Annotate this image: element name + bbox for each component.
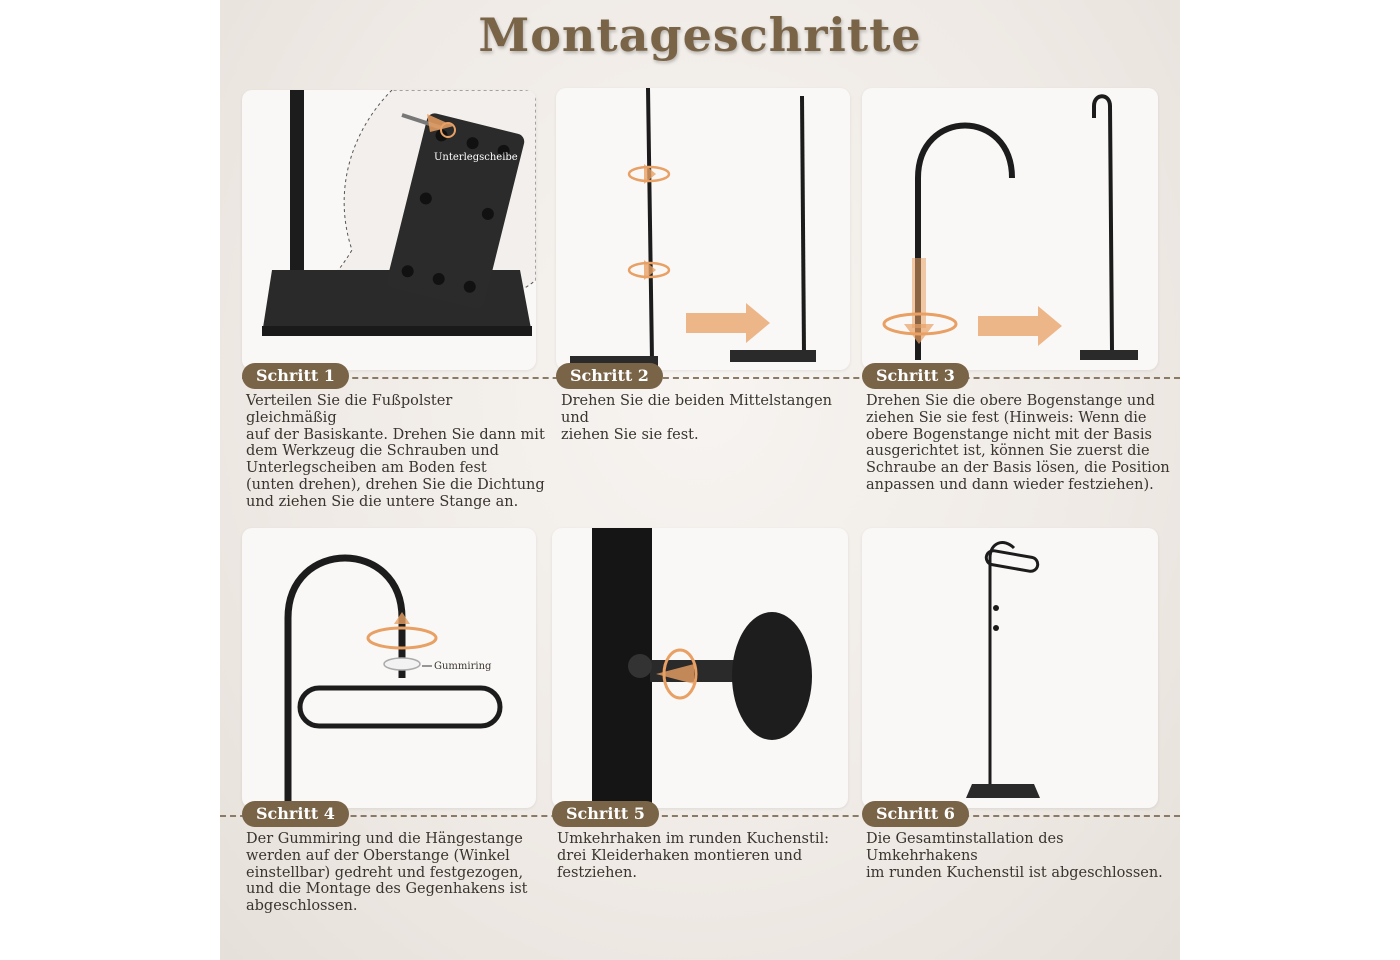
step-5-illustration	[552, 528, 848, 808]
assembled-rod	[802, 96, 804, 354]
step-2-illustration	[556, 88, 850, 370]
step-5-text: Umkehrhaken im runden Kuchenstil: drei Kleiderhaken montieren und festziehen.	[557, 831, 829, 881]
arch-rod	[288, 558, 402, 808]
step-4-illustration	[242, 528, 536, 808]
arrow-right-icon	[978, 306, 1062, 346]
step-4-text: Der Gummiring und die Hängestange werden auf der Oberstange (Winkel einstellbar) gedreht und festgezogen, und die Montage des Gegenhakens ist abgeschlossen.	[246, 831, 528, 915]
assembled-stand	[1094, 96, 1112, 350]
callout-label: Gummiring	[434, 661, 492, 672]
step-1-illustration	[242, 90, 536, 370]
step-5-image	[552, 528, 848, 808]
callout-label: Unterlegscheibe	[434, 152, 518, 163]
row-2-divider	[220, 815, 1180, 817]
step-3-illustration	[862, 88, 1158, 370]
arrow-right-icon	[686, 303, 770, 343]
step-4-image	[242, 528, 536, 808]
hanging-bar	[300, 688, 500, 726]
step-2-badge: Schritt 2	[556, 363, 663, 389]
rubber-ring	[384, 658, 420, 670]
step-1-text: Verteilen Sie die Fußpolster gleichmäßig auf der Basiskante. Drehen Sie dann mit dem Werkzeug die Schrauben und Unterlegscheiben am Boden fest (unten drehen), drehen Sie die Dichtung und ziehen Sie die untere Stange an.	[246, 393, 545, 510]
step-3-text: Drehen Sie die obere Bogenstange und ziehen Sie sie fest (Hinweis: Wenn die obere Bogenstange nicht mit der Basis ausgerichtet ist, können Sie zuerst die Schraube an der Basis lösen, die Position anpassen und dann wieder festziehen).	[866, 393, 1170, 493]
step-3-image	[862, 88, 1158, 370]
row-1-divider	[242, 377, 1180, 379]
middle-rods	[648, 88, 652, 360]
step-6-text: Die Gesamtinstallation des Umkehrhakens im runden Kuchenstil ist abgeschlossen.	[866, 831, 1163, 881]
step-1-image	[242, 90, 536, 370]
step-3-badge: Schritt 3	[862, 363, 969, 389]
round-hook	[732, 612, 812, 740]
step-4-badge: Schritt 4	[242, 801, 349, 827]
assembly-poster	[220, 0, 1180, 960]
step-5-badge: Schritt 5	[552, 801, 659, 827]
step-6-illustration	[862, 528, 1158, 808]
step-2-image	[556, 88, 850, 370]
page-title: Montageschritte	[478, 8, 922, 62]
step-2-text: Drehen Sie die beiden Mittelstangen und ziehen Sie sie fest.	[561, 393, 832, 443]
step-6-badge: Schritt 6	[862, 801, 969, 827]
lower-rod	[290, 90, 304, 276]
step-1-badge: Schritt 1	[242, 363, 349, 389]
step-6-image	[862, 528, 1158, 808]
complete-stand	[990, 543, 1014, 792]
